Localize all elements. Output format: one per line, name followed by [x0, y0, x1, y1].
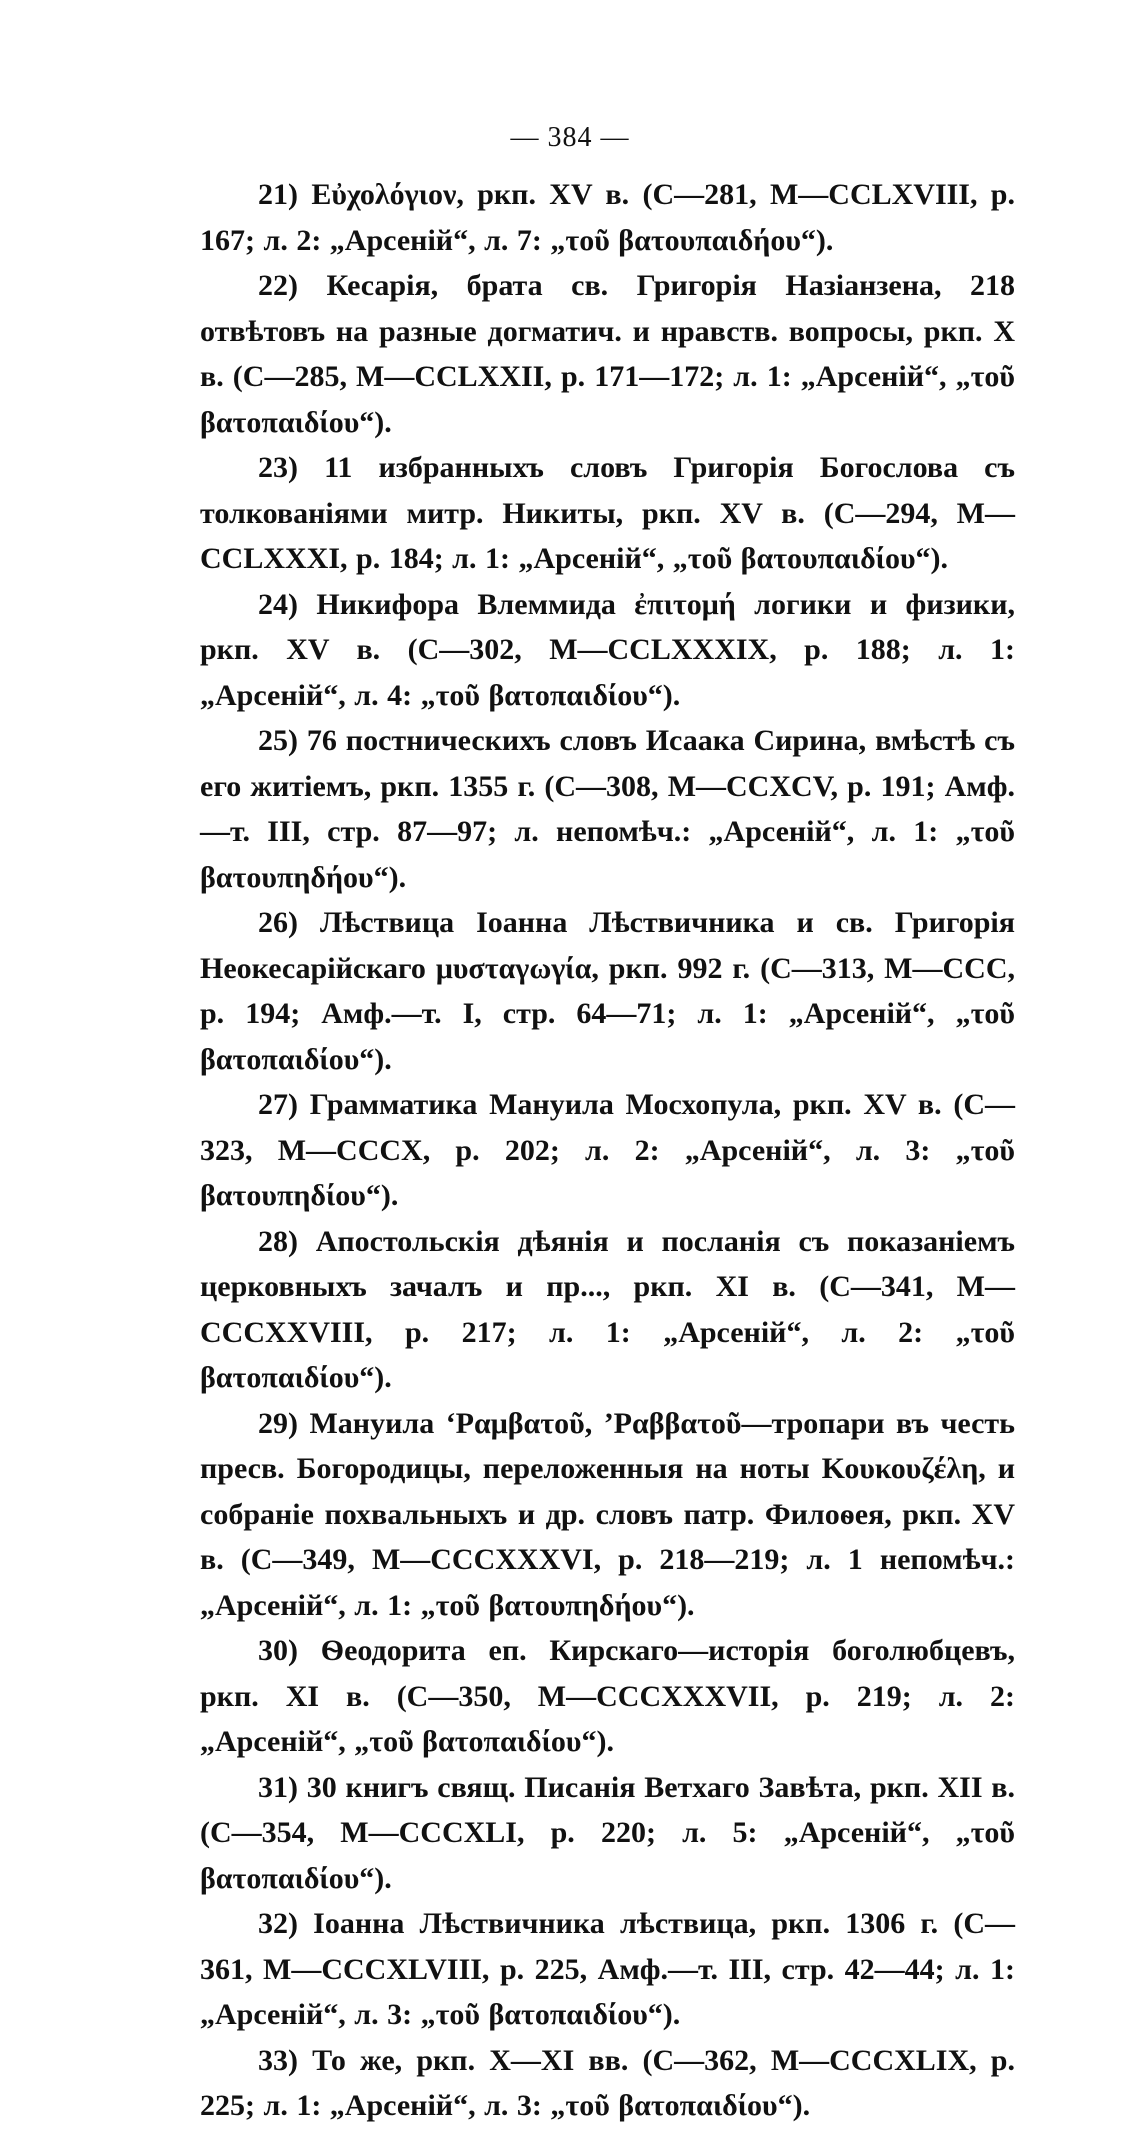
catalog-entry-25: 25) 76 постническихъ словъ Исаака Сирина, вмѣстѣ съ его житіемъ, ркп. 1355 г. (С—308, М—CCXCV, р. 191; Амф.—т. III, стр. 87—97; л. непомѣч.: „Арсеній“, л. 1: „τοῦ βατουπηδήου“).	[200, 724, 1015, 894]
catalog-entries	[200, 172, 1015, 2129]
catalog-entry-33: 33) То же, ркп. X—XI вв. (С—362, М—CCCXLIX, р. 225; л. 1: „Арсеній“, л. 3: „τοῦ βατοπαιδίου“).	[200, 2043, 1015, 2122]
catalog-entry-29: 29) Мануила ‘Ραμβατοῦ, ’Ραββατοῦ—тропари въ честь пресв. Богородицы, переложенныя на ноты Κουκουζέλη, и собраніе похвальныхъ и др. словъ патр. Филоѳея, ркп. XV в. (С—349, М—CCCXXXVI, р. 218—219; л. 1 непомѣч.: „Арсеній“, л. 1: „τοῦ βατουπηδήου“).	[200, 1406, 1015, 1622]
catalog-entry-31: 31) 30 книгъ свящ. Писанія Ветхаго Завѣта, ркп. XII в. (С—354, М—CCCXLI, р. 220; л. 5: „Арсеній“, „τοῦ βατοπαιδίου“).	[200, 1770, 1015, 1895]
page-number: — 384 —	[510, 122, 630, 153]
catalog-entry-28: 28) Апостольскія дѣянія и посланія съ показаніемъ церковныхъ зачалъ и пр..., ркп. XI в. (С—341, М—CCCXXVIII, р. 217; л. 1: „Арсеній“, л. 2: „τοῦ βατοπαιδίου“).	[200, 1224, 1015, 1394]
catalog-entry-22: 22) Кесарія, брата св. Григорія Назіанзена, 218 отвѣтовъ на разные догматич. и нравств. вопросы, ркп. X в. (С—285, М—CCLXXII, р. 171—172; л. 1: „Арсеній“, „τοῦ βατοπαιδίου“).	[200, 269, 1015, 439]
catalog-entry-30: 30) Ѳеодорита еп. Кирскаго—исторія боголюбцевъ, ркп. XI в. (С—350, М—CCCXXXVII, р. 219; л. 2: „Арсеній“, „τοῦ βατοπαιδίου“).	[200, 1634, 1015, 1758]
catalog-entry-24: 24) Никифора Влеммида ἐπιτομή логики и физики, ркп. XV в. (С—302, М—CCLXXXIX, р. 188; л. 1: „Арсеній“, л. 4: „τοῦ βατοπαιδίου“).	[200, 587, 1015, 712]
catalog-entry-26: 26) Лѣствица Іоанна Лѣствичника и св. Григорія Неокесарійскаго μυσταγωγία, ркп. 992 г. (С—313, М—CCC, р. 194; Амф.—т. I, стр. 64—71; л. 1: „Арсеній“, „τοῦ βατοπαιδίου“).	[200, 906, 1015, 1076]
catalog-entry-21: 21) Εὐχολόγιον, ркп. XV в. (С—281, М—CCLXVIII, р. 167; л. 2: „Арсеній“, л. 7: „τοῦ βατουπαιδήου“).	[200, 178, 1015, 257]
catalog-entry-27: 27) Грамматика Мануила Мосхопула, ркп. XV в. (С—323, М—CCCX, р. 202; л. 2: „Арсеній“, л. 3: „τοῦ βατουπηδίου“).	[200, 1088, 1015, 1212]
catalog-entry-23: 23) 11 избранныхъ словъ Григорія Богослова съ толкованіями митр. Никиты, ркп. XV в. (С—294, М—CCLXXXI, р. 184; л. 1: „Арсеній“, „τοῦ βατουπαιδίου“).	[200, 451, 1015, 575]
catalog-entry-32: 32) Іоанна Лѣствичника лѣствица, ркп. 1306 г. (С—361, М—CCCXLVIII, р. 225, Амф.—т. III, стр. 42—44; л. 1: „Арсеній“, л. 3: „τοῦ βατοπαιδίου“).	[200, 1907, 1015, 2031]
